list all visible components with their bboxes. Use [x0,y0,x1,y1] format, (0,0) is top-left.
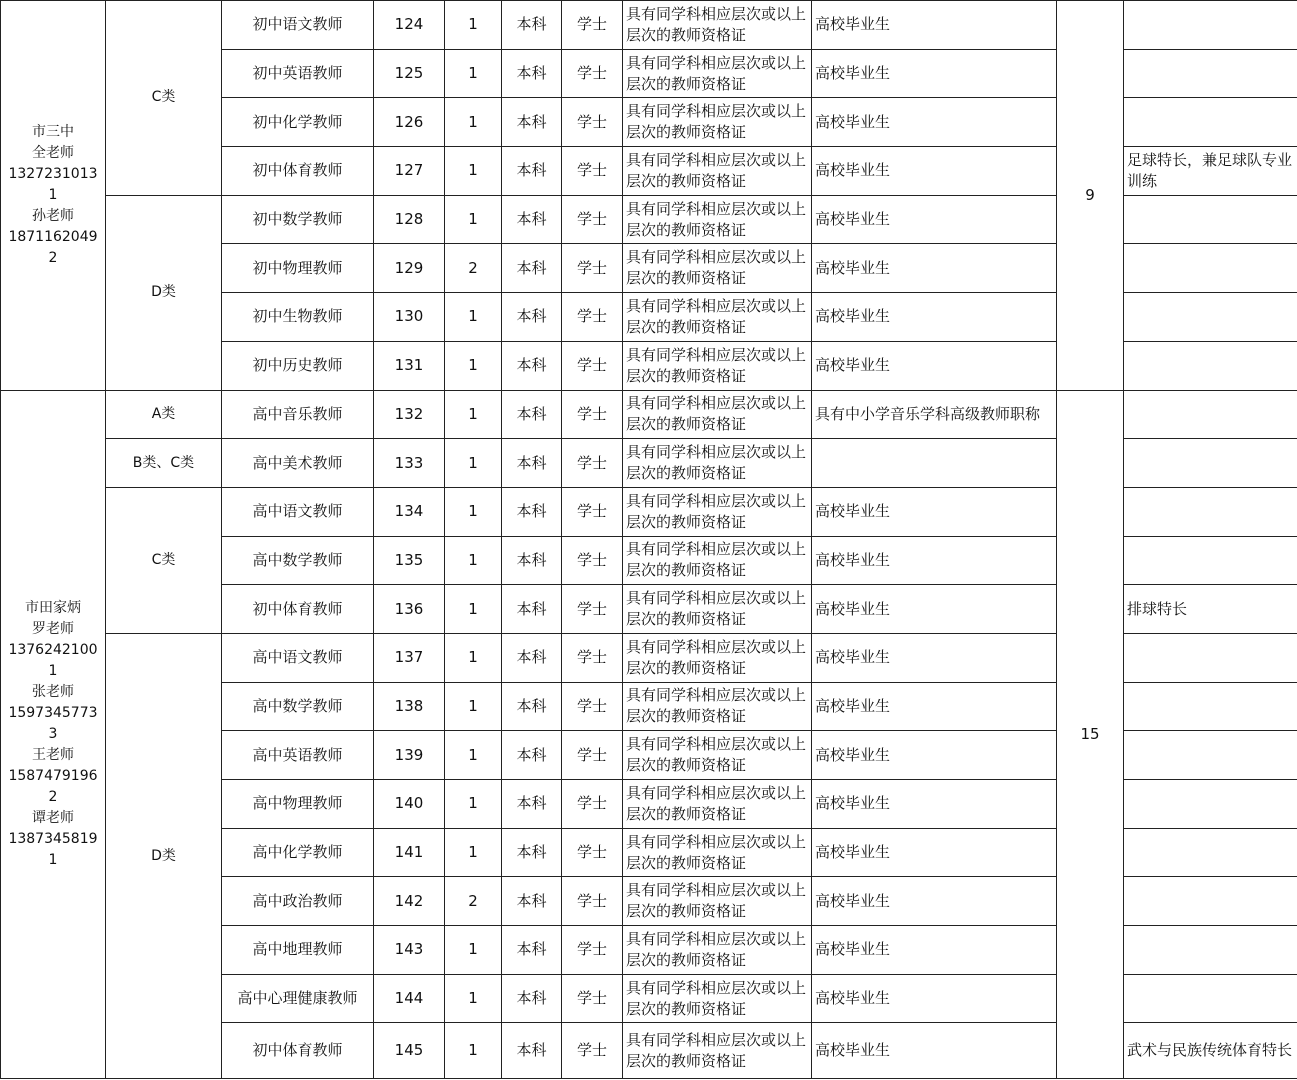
degree-cell: 学士 [562,293,623,342]
category-cell: C类 [106,1,222,196]
code-cell: 134 [374,487,445,536]
requirement-cell: 高校毕业生 [812,926,1057,975]
note-cell [1124,439,1297,488]
code-cell: 133 [374,439,445,488]
qualification-cell: 具有同学科相应层次或以上层次的教师资格证 [623,195,812,244]
requirement-cell: 具有中小学音乐学科高级教师职称 [812,390,1057,439]
count-cell: 1 [445,828,502,877]
code-cell: 126 [374,98,445,147]
qualification-cell: 具有同学科相应层次或以上层次的教师资格证 [623,147,812,196]
qualification-cell: 具有同学科相应层次或以上层次的教师资格证 [623,780,812,829]
education-cell: 本科 [502,1,562,50]
school-contact-cell [1,1,106,391]
education-cell: 本科 [502,487,562,536]
code-cell: 139 [374,731,445,780]
position-cell: 高中数学教师 [222,682,374,731]
note-cell [1124,974,1297,1023]
education-cell: 本科 [502,49,562,98]
position-cell: 高中政治教师 [222,877,374,926]
school-contact-cell [1,390,106,1079]
education-cell: 本科 [502,341,562,390]
count-cell: 2 [445,244,502,293]
count-cell: 1 [445,1,502,50]
count-cell: 1 [445,682,502,731]
contact-line: 孙老师 [32,207,74,224]
note-cell [1124,731,1297,780]
requirement-cell: 高校毕业生 [812,877,1057,926]
code-cell: 130 [374,293,445,342]
count-cell: 1 [445,390,502,439]
position-cell: 高中数学教师 [222,536,374,585]
position-cell: 初中历史教师 [222,341,374,390]
requirement-cell: 高校毕业生 [812,780,1057,829]
position-cell: 高中语文教师 [222,633,374,682]
degree-cell: 学士 [562,877,623,926]
code-cell: 136 [374,585,445,634]
degree-cell: 学士 [562,195,623,244]
contact-line: 全老师 [32,144,74,161]
note-cell [1124,682,1297,731]
education-cell: 本科 [502,682,562,731]
count-cell: 2 [445,877,502,926]
note-cell [1124,780,1297,829]
school-name: 市田家炳 [25,599,81,616]
note-cell [1124,49,1297,98]
qualification-cell: 具有同学科相应层次或以上层次的教师资格证 [623,98,812,147]
qualification-cell: 具有同学科相应层次或以上层次的教师资格证 [623,926,812,975]
contact-line: 13272310131 [8,165,98,203]
qualification-cell: 具有同学科相应层次或以上层次的教师资格证 [623,633,812,682]
contact-line: 13873458191 [8,830,98,868]
position-cell: 初中物理教师 [222,244,374,293]
school-total-cell: 15 [1057,390,1124,1079]
degree-cell: 学士 [562,244,623,293]
count-cell: 1 [445,293,502,342]
qualification-cell: 具有同学科相应层次或以上层次的教师资格证 [623,341,812,390]
degree-cell: 学士 [562,780,623,829]
education-cell: 本科 [502,780,562,829]
count-cell: 1 [445,1023,502,1079]
code-cell: 144 [374,974,445,1023]
education-cell: 本科 [502,390,562,439]
position-cell: 高中心理健康教师 [222,974,374,1023]
degree-cell: 学士 [562,731,623,780]
degree-cell: 学士 [562,682,623,731]
degree-cell: 学士 [562,633,623,682]
count-cell: 1 [445,731,502,780]
count-cell: 1 [445,98,502,147]
count-cell: 1 [445,195,502,244]
education-cell: 本科 [502,877,562,926]
position-cell: 初中英语教师 [222,49,374,98]
category-cell: D类 [106,195,222,390]
school-total-cell: 9 [1057,1,1124,391]
education-cell: 本科 [502,926,562,975]
note-cell [1124,536,1297,585]
requirement-cell: 高校毕业生 [812,49,1057,98]
code-cell: 132 [374,390,445,439]
qualification-cell: 具有同学科相应层次或以上层次的教师资格证 [623,731,812,780]
count-cell: 1 [445,49,502,98]
education-cell: 本科 [502,147,562,196]
count-cell: 1 [445,536,502,585]
qualification-cell: 具有同学科相应层次或以上层次的教师资格证 [623,585,812,634]
qualification-cell: 具有同学科相应层次或以上层次的教师资格证 [623,244,812,293]
qualification-cell: 具有同学科相应层次或以上层次的教师资格证 [623,293,812,342]
count-cell: 1 [445,780,502,829]
degree-cell: 学士 [562,974,623,1023]
degree-cell: 学士 [562,390,623,439]
education-cell: 本科 [502,293,562,342]
education-cell: 本科 [502,585,562,634]
contact-line: 18711620492 [8,228,98,266]
qualification-cell: 具有同学科相应层次或以上层次的教师资格证 [623,1,812,50]
code-cell: 128 [374,195,445,244]
count-cell: 1 [445,926,502,975]
degree-cell: 学士 [562,98,623,147]
position-cell: 初中体育教师 [222,147,374,196]
education-cell: 本科 [502,731,562,780]
code-cell: 142 [374,877,445,926]
requirement-cell: 高校毕业生 [812,147,1057,196]
code-cell: 129 [374,244,445,293]
degree-cell: 学士 [562,926,623,975]
category-cell: A类 [106,390,222,439]
qualification-cell: 具有同学科相应层次或以上层次的教师资格证 [623,487,812,536]
count-cell: 1 [445,633,502,682]
position-cell: 高中物理教师 [222,780,374,829]
note-cell [1124,98,1297,147]
code-cell: 135 [374,536,445,585]
count-cell: 1 [445,341,502,390]
code-cell: 140 [374,780,445,829]
qualification-cell: 具有同学科相应层次或以上层次的教师资格证 [623,439,812,488]
qualification-cell: 具有同学科相应层次或以上层次的教师资格证 [623,1023,812,1079]
note-cell [1124,195,1297,244]
education-cell: 本科 [502,1023,562,1079]
table-row [1,1,1297,50]
code-cell: 141 [374,828,445,877]
position-cell: 高中美术教师 [222,439,374,488]
note-cell [1124,487,1297,536]
table-body [1,1,1297,1079]
count-cell: 1 [445,487,502,536]
degree-cell: 学士 [562,585,623,634]
count-cell: 1 [445,147,502,196]
qualification-cell: 具有同学科相应层次或以上层次的教师资格证 [623,877,812,926]
category-cell: B类、C类 [106,439,222,488]
requirement-cell: 高校毕业生 [812,1,1057,50]
education-cell: 本科 [502,974,562,1023]
note-cell [1124,244,1297,293]
code-cell: 138 [374,682,445,731]
code-cell: 127 [374,147,445,196]
count-cell: 1 [445,439,502,488]
requirement-cell: 高校毕业生 [812,974,1057,1023]
qualification-cell: 具有同学科相应层次或以上层次的教师资格证 [623,536,812,585]
requirement-cell: 高校毕业生 [812,633,1057,682]
degree-cell: 学士 [562,828,623,877]
note-cell: 足球特长，兼足球队专业训练 [1124,147,1297,196]
note-cell: 武术与民族传统体育特长 [1124,1023,1297,1079]
requirement-cell: 高校毕业生 [812,731,1057,780]
contact-line: 王老师 [32,746,74,763]
code-cell: 124 [374,1,445,50]
code-cell: 131 [374,341,445,390]
position-cell: 高中化学教师 [222,828,374,877]
qualification-cell: 具有同学科相应层次或以上层次的教师资格证 [623,828,812,877]
degree-cell: 学士 [562,487,623,536]
note-cell [1124,828,1297,877]
category-cell: C类 [106,487,222,633]
education-cell: 本科 [502,536,562,585]
degree-cell: 学士 [562,341,623,390]
qualification-cell: 具有同学科相应层次或以上层次的教师资格证 [623,390,812,439]
contact-line: 谭老师 [32,809,74,826]
position-cell: 初中生物教师 [222,293,374,342]
note-cell [1124,877,1297,926]
degree-cell: 学士 [562,439,623,488]
position-cell: 高中英语教师 [222,731,374,780]
code-cell: 137 [374,633,445,682]
requirement-cell: 高校毕业生 [812,341,1057,390]
requirement-cell: 高校毕业生 [812,293,1057,342]
requirement-cell: 高校毕业生 [812,98,1057,147]
note-cell [1124,633,1297,682]
requirement-cell: 高校毕业生 [812,1023,1057,1079]
position-cell: 初中体育教师 [222,585,374,634]
contact-line: 15874791962 [8,767,98,805]
qualification-cell: 具有同学科相应层次或以上层次的教师资格证 [623,49,812,98]
position-cell: 高中语文教师 [222,487,374,536]
requirement-cell [812,439,1057,488]
note-cell [1124,341,1297,390]
qualification-cell: 具有同学科相应层次或以上层次的教师资格证 [623,682,812,731]
education-cell: 本科 [502,98,562,147]
education-cell: 本科 [502,828,562,877]
qualification-cell: 具有同学科相应层次或以上层次的教师资格证 [623,974,812,1023]
contact-line: 15973457733 [8,704,98,742]
requirement-cell: 高校毕业生 [812,682,1057,731]
requirement-cell: 高校毕业生 [812,536,1057,585]
requirement-cell: 高校毕业生 [812,828,1057,877]
contact-line: 罗老师 [32,620,74,637]
requirement-cell: 高校毕业生 [812,244,1057,293]
table-row [1,390,1297,439]
note-cell [1124,926,1297,975]
position-cell: 初中语文教师 [222,1,374,50]
note-cell [1124,1,1297,50]
position-cell: 初中化学教师 [222,98,374,147]
position-cell: 初中数学教师 [222,195,374,244]
position-cell: 初中体育教师 [222,1023,374,1079]
education-cell: 本科 [502,633,562,682]
note-cell [1124,293,1297,342]
count-cell: 1 [445,974,502,1023]
code-cell: 145 [374,1023,445,1079]
contact-line: 13762421001 [8,641,98,679]
note-cell [1124,390,1297,439]
code-cell: 143 [374,926,445,975]
degree-cell: 学士 [562,147,623,196]
code-cell: 125 [374,49,445,98]
note-cell: 排球特长 [1124,585,1297,634]
requirement-cell: 高校毕业生 [812,487,1057,536]
degree-cell: 学士 [562,1023,623,1079]
education-cell: 本科 [502,195,562,244]
requirement-cell: 高校毕业生 [812,585,1057,634]
degree-cell: 学士 [562,49,623,98]
education-cell: 本科 [502,244,562,293]
count-cell: 1 [445,585,502,634]
education-cell: 本科 [502,439,562,488]
position-cell: 高中音乐教师 [222,390,374,439]
requirement-cell: 高校毕业生 [812,195,1057,244]
degree-cell: 学士 [562,1,623,50]
contact-line: 张老师 [32,683,74,700]
category-cell: D类 [106,633,222,1079]
school-name: 市三中 [32,123,74,140]
degree-cell: 学士 [562,536,623,585]
position-cell: 高中地理教师 [222,926,374,975]
